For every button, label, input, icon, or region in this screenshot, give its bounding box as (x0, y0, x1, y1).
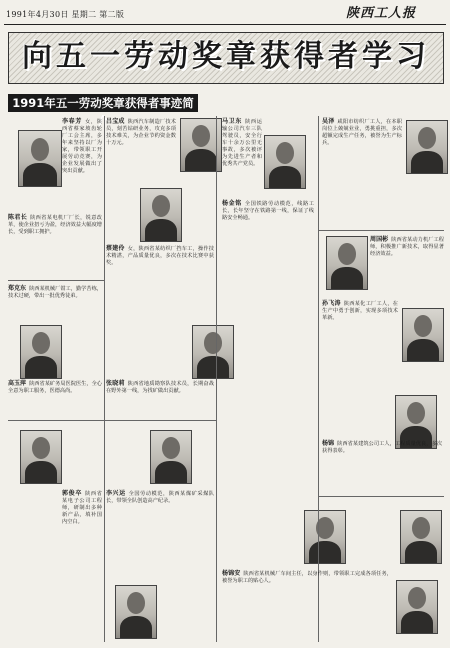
entry-text: 女，陕西省某纺织厂挡车工，操作技术精湛，产品质量优良，多次在技术比赛中获奖。 (106, 246, 214, 266)
entry-name: 李兴运 (106, 490, 126, 497)
portrait-photo (192, 325, 234, 379)
portrait-photo (326, 236, 368, 290)
page-header (0, 0, 450, 28)
entry-name: 李春芳 (62, 118, 83, 125)
entry-name: 孙飞涛 (322, 300, 341, 307)
section-rule (8, 280, 104, 281)
entry-text: 咸阳市纺织厂工人，在本职岗位上兢兢业业，勇挑重担，多次超额完成生产任务，被誉为生产标兵。 (322, 119, 402, 146)
entry-text: 陕西运输公司汽车三队驾驶员，安全行车十余万公里无事故，多次被评为先进生产者和优秀共产党员。 (222, 119, 262, 167)
entry (106, 118, 176, 147)
entry (106, 490, 214, 505)
entry-name: 张晓莉 (106, 380, 125, 387)
portrait-photo (400, 510, 442, 564)
entry-text: 陕西省某矿务局医院医生，全心全意为职工服务，医德高尚。 (8, 381, 102, 394)
entry-name: 郭俊卒 (62, 490, 83, 497)
date-line: 1991年4月30日 星期二 第二版 (6, 10, 125, 19)
entry-text: 陕西省地质勘察队技术员，长期奋战在野外第一线，为找矿做出贡献。 (106, 381, 214, 394)
entry-name: 吴泽 (322, 118, 335, 125)
headline-title: 向五一劳动奖章获得者学习 (22, 39, 430, 74)
entry-name: 陈君长 (8, 214, 28, 221)
entry-name: 吕宝成 (106, 118, 125, 125)
entry (322, 300, 398, 322)
section-rule (318, 230, 444, 231)
entry-name: 郑克东 (8, 285, 27, 292)
entry (322, 440, 442, 455)
entry (222, 570, 392, 585)
entry-name: 周国彬 (370, 236, 389, 243)
entry (106, 380, 214, 395)
entry-name: 蔡建伶 (106, 245, 125, 252)
entry (8, 380, 102, 395)
entry-text: 陕西省某机械厂车间主任，以身作则，带领职工完成各项任务，被誉为职工的贴心人。 (222, 571, 392, 584)
section-rule (8, 420, 104, 421)
headline-banner (8, 32, 444, 84)
entry-text: 陕西省某建筑公司工人，工程质量优良，多次获得表彰。 (322, 441, 442, 454)
entry-text: 陕西某化工厂工人，在生产中勇于创新，实现多项技术革新。 (322, 301, 398, 321)
entry-name: 杨锦 (322, 440, 335, 447)
section-rule (104, 420, 216, 421)
header-rule (4, 24, 446, 25)
entry-name: 高玉萍 (8, 380, 27, 387)
entry-name: 马卫东 (222, 118, 243, 125)
entry-text: 全国劳动模范，陕西某煤矿采煤队长，带领全队创造高产纪录。 (106, 491, 214, 504)
portrait-photo (304, 510, 346, 564)
entry (62, 118, 102, 175)
portrait-photo (402, 308, 444, 362)
section-title: 1991年五一劳动奖章获得者事迹简介 (8, 94, 198, 112)
entry-text: 陕西省某电机厂厂长，锐意改革，使企业扭亏为盈，经济效益大幅度增长，受到职工拥护。 (8, 215, 102, 235)
portrait-photo (406, 120, 448, 174)
portrait-photo (18, 130, 62, 187)
portrait-photo (264, 135, 306, 189)
portrait-photo (20, 430, 62, 484)
column-rule (216, 116, 217, 642)
entry (222, 200, 314, 222)
entry (8, 285, 102, 300)
entry (8, 214, 102, 236)
portrait-photo (396, 580, 438, 634)
entry-text: 陕西省某电子公司工程师，研制出多种新产品，填补国内空白。 (62, 491, 102, 525)
entry-text: 全国铁路劳动模范，线路工长，长年坚守在铁路第一线，保证了线路安全畅通。 (222, 201, 314, 221)
entry (106, 245, 214, 267)
entry-text: 陕西汽车制造厂技术员，刻苦钻研业务，攻克多项技术难关，为企业节约资金数十万元。 (106, 119, 176, 146)
entry-text: 陕西省某动力机厂工程师，积极推广新技术，取得显著经济效益。 (370, 237, 444, 257)
entry (222, 118, 262, 168)
entry-text: 陕西某机械厂钳工，勤学苦练，技术过硬，带出一批优秀徒弟。 (8, 286, 102, 299)
portrait-photo (20, 325, 62, 379)
newspaper-logo: 陕西工人报 (345, 6, 416, 21)
entry (370, 236, 444, 258)
entry-name: 杨锦安 (222, 570, 241, 577)
portrait-photo (150, 430, 192, 484)
entry (322, 118, 402, 147)
section-rule (318, 496, 444, 497)
portrait-photo (115, 585, 157, 639)
entry (62, 490, 102, 526)
entry-name: 杨金铭 (222, 200, 242, 207)
column-rule (104, 116, 105, 642)
entry-text: 女，陕西省蔡家坡齿轮厂工会主席，多年来坚持以厂为家，带领职工开展劳动竞赛，为企业发展做出了突出贡献。 (62, 119, 102, 174)
column-rule (318, 116, 319, 642)
portrait-photo (140, 188, 182, 242)
